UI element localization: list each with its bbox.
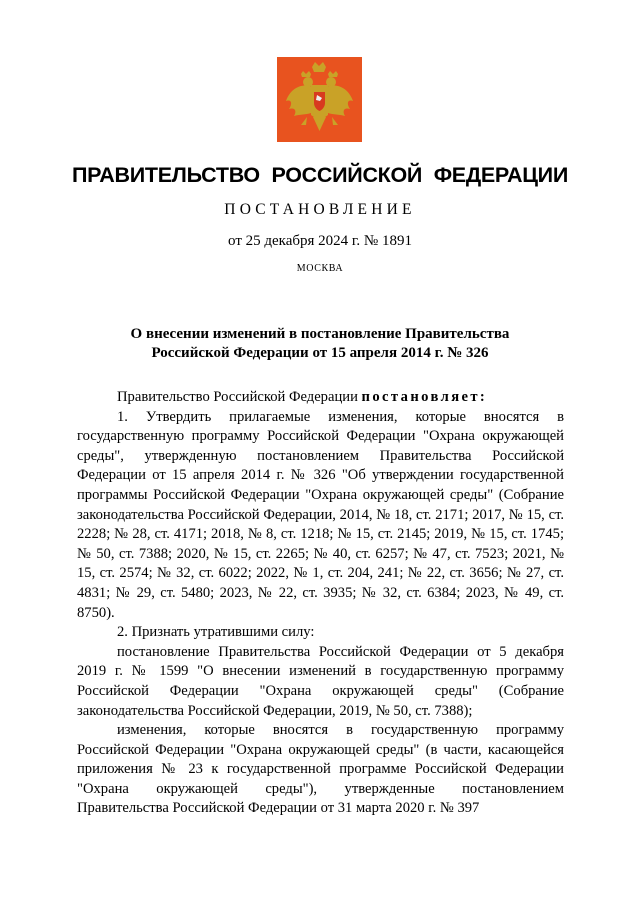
subject-line-1: О внесении изменений в постановление Правительства [130,326,510,342]
document-body [77,388,564,819]
russian-coat-of-arms-icon [277,57,362,142]
item-2-b: изменения, которые вносятся в государственную программу Российской Федерации "Охрана окружающей среды" (в части, касающейся приложения № 23 к государственной программе Российской Федерации "Охрана окружающей среды"), утвержденные постановлением Правительства Российской Федерации от 31 марта 2020 г. № 397 [77,722,564,817]
document-subject [80,325,560,362]
subject-line-2: Российской Федерации от 15 апреля 2014 г. № 326 [151,344,489,361]
government-title: ПРАВИТЕЛЬСТВО РОССИЙСКОЙ ФЕДЕРАЦИИ [72,163,568,187]
intro-verb: постановляет: [361,389,488,405]
document-type: ПОСТАНОВЛЕНИЕ [224,201,416,218]
document-city: МОСКВА [296,263,344,274]
item-1: 1. Утвердить прилагаемые изменения, которые вносятся в государственную программу Российской Федерации "Охрана окружающей среды", утвержденную постановлением Правительства Российской Федерации от 15 апреля 2014 г. № 326 "Об утверждении государственной программы Российской Федерации "Охрана окружающей среды" (Собрание законодательства Российской Федерации, 2014, № 18, ст. 2171; 2017, № 15, ст. 2228; № 28, ст. 4171; 2018, № 8, ст. 1218; № 15, ст. 2145; 2019, № 15, ст. 1745; № 50, ст. 7388; 2020, № 15, ст. 2265; № 40, ст. 6257; № 47, ст. 7523; 2021, № 15, ст. 2574; № 32, ст. 6022; 2022, № 1, ст. 204, 241; № 22, ст. 3656; № 27, ст. 4831; № 29, ст. 5480; 2023, № 22, ст. 3935; № 32, ст. 6384; 2023, № 49, ст. 8750). [77,408,564,621]
item-2: 2. Признать утратившими силу: [117,624,315,641]
item-2-a: постановление Правительства Российской Федерации от 5 декабря 2019 г. № 1599 "О внесении изменений в государственную программу Российской Федерации "Охрана окружающей среды" (Собрание законодательства Российской Федерации, 2019, № 50, ст. 7388); [77,643,564,719]
intro-text: Правительство Российской Федерации [117,389,358,405]
intro-paragraph [77,388,564,408]
document-date-number: от 25 декабря 2024 г. № 1891 [228,233,412,249]
